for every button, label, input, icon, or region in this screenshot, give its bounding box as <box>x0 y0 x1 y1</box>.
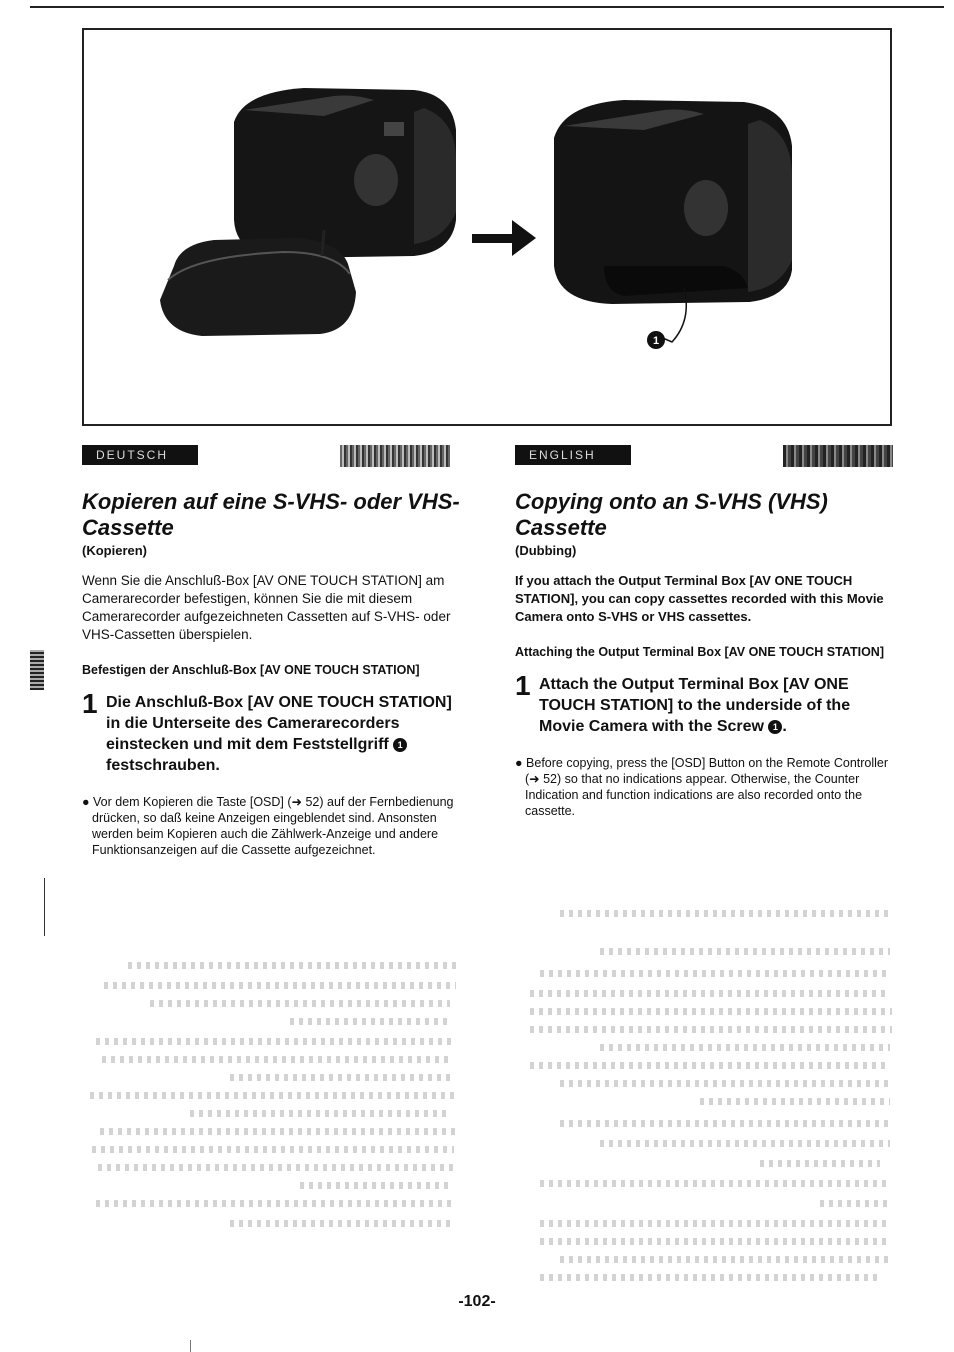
german-intro: Wenn Sie die Anschluß-Box [AV ONE TOUCH STATION] am Camerarecorder befestigen, können Sie die mit diesem Camerarecorder aufgezeichneten Cassetten auf S-VHS- oder VHS-Cassetten überspielen. <box>82 573 451 642</box>
english-intro: If you attach the Output Terminal Box [AV ONE TOUCH STATION], you can copy cassettes recorded with this Movie Camera onto S-VHS or VHS cassettes. <box>515 573 884 624</box>
german-column <box>82 445 462 858</box>
german-step-text <box>106 692 462 776</box>
language-tab-german: DEUTSCH <box>82 445 198 465</box>
language-strip-decoration <box>783 445 893 467</box>
english-subheading: Attaching the Output Terminal Box [AV ONE TOUCH STATION] <box>515 645 884 659</box>
language-tab-english: ENGLISH <box>515 445 631 465</box>
camera-right-image <box>554 100 792 342</box>
english-step-text <box>539 674 895 737</box>
german-bullet: ● Vor dem Kopieren die Taste [OSD] (➜ 52) auf der Fernbedienung drücken, so daß keine Anzeigen eingeblendet sind. Ansonsten werden beim Kopieren auch die Zählwerk-Anzeige und andere Funktionsanzeigen auf die Cassette aufgezeichnet. <box>82 795 454 857</box>
illustration-frame <box>82 28 892 426</box>
callout-number: 1 <box>652 335 660 347</box>
top-rule <box>30 6 944 8</box>
german-subheading: Befestigen der Anschluß-Box [AV ONE TOUCH STATION] <box>82 663 420 677</box>
english-step-main: Attach the Output Terminal Box [AV ONE TOUCH STATION] to the underside of the Movie Camera with the Screw <box>539 676 851 735</box>
arrow-right-icon <box>472 220 536 256</box>
margin-tab-marker <box>30 650 44 690</box>
page-number: -102- <box>458 1293 496 1310</box>
station-box-image <box>160 230 356 336</box>
german-step-number: 1 <box>82 688 98 719</box>
german-step-end: festschrauben. <box>106 757 220 774</box>
english-step-number: 1 <box>515 670 531 701</box>
camera-left-image <box>234 88 456 258</box>
camera-illustration <box>84 30 890 424</box>
callout-marker <box>647 331 665 349</box>
language-strip-decoration <box>340 445 450 467</box>
english-title: Copying onto an S-VHS (VHS) Cassette <box>515 489 828 540</box>
german-title: Kopieren auf eine S-VHS- oder VHS-Cassette <box>82 489 460 540</box>
english-bullet-text: Before copying, press the [OSD] Button on the Remote Controller (➜ 52) so that no indications appear. Otherwise, the Counter Indication and function indications are also recorded onto the cassette. <box>525 756 889 818</box>
bottom-tick-mark <box>190 1340 191 1352</box>
callout-marker-icon: 1 <box>393 738 407 752</box>
english-column <box>515 445 895 819</box>
english-step-1 <box>515 670 895 737</box>
english-step-end: . <box>782 718 787 735</box>
german-step-1 <box>82 688 462 776</box>
german-subtitle: (Kopieren) <box>82 543 147 558</box>
german-bullet-text: Vor dem Kopieren die Taste [OSD] (➜ 52) auf der Fernbedienung drücken, so daß keine Anzeigen eingeblendet sind. Ansonsten werden beim Kopieren auch die Zählwerk-Anzeige und andere Funktionsanzeigen auf die Cassette aufgezeichnet. <box>92 795 454 857</box>
margin-line <box>44 878 45 936</box>
english-bullet: ● Before copying, press the [OSD] Button on the Remote Controller (➜ 52) so that no indications appear. Otherwise, the Counter Indication and function indications are also recorded onto the cassette. <box>515 756 889 818</box>
german-step-main: Die Anschluß-Box [AV ONE TOUCH STATION] in die Unterseite des Camerarecorders einstecken und mit dem Feststellgriff <box>106 694 452 753</box>
english-subtitle: (Dubbing) <box>515 543 577 558</box>
callout-marker-icon: 1 <box>768 720 782 734</box>
